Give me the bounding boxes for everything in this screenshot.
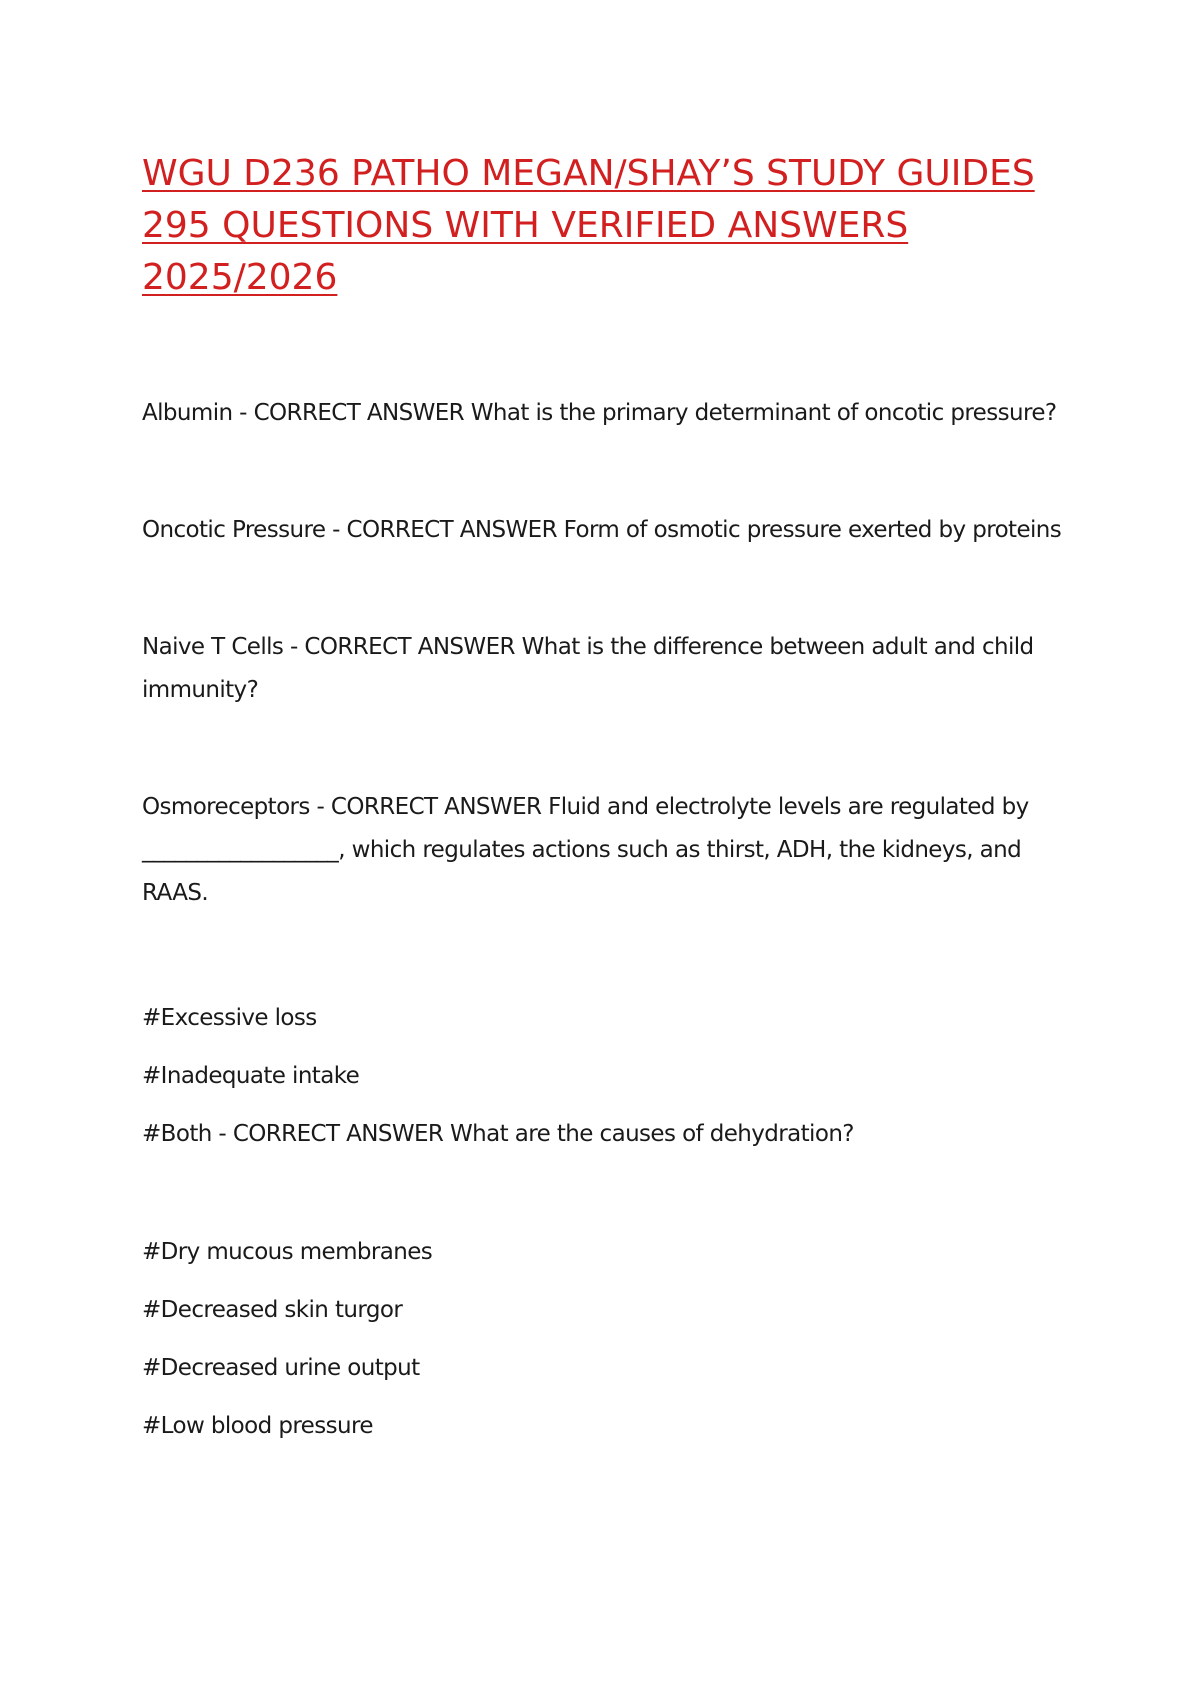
list-item: #Decreased urine output [142,1355,420,1381]
qa-entry-naive-t-cells: Naive T Cells - CORRECT ANSWER What is the difference between adult and child immunity? [142,634,1034,703]
dehydration-causes-block [142,989,1062,1163]
list-item: #Inadequate intake [142,1063,360,1089]
list-item: #Decreased skin turgor [142,1297,403,1323]
dehydration-signs-block [142,1223,1062,1455]
qa-entry-oncotic-pressure: Oncotic Pressure - CORRECT ANSWER Form of osmotic pressure exerted by proteins [142,517,1062,543]
title-line-1: WGU D236 PATHO MEGAN/SHAY’S STUDY GUIDES [142,153,1035,194]
list-item: #Both - CORRECT ANSWER What are the causes of dehydration? [142,1121,854,1147]
qa-entry-albumin: Albumin - CORRECT ANSWER What is the primary determinant of oncotic pressure? [142,400,1057,426]
list-item: #Dry mucous membranes [142,1239,433,1265]
document-title [142,148,1062,304]
list-item: #Low blood pressure [142,1413,373,1439]
title-line-2: 295 QUESTIONS WITH VERIFIED ANSWERS [142,205,909,246]
list-item: #Excessive loss [142,1005,317,1031]
document-content [142,148,1062,1455]
title-line-3: 2025/2026 [142,257,338,298]
qa-entry-osmoreceptors: Osmoreceptors - CORRECT ANSWER Fluid and electrolyte levels are regulated by __________________, which regulates actions such as thirst, ADH, the kidneys, and RAAS. [142,794,1029,906]
